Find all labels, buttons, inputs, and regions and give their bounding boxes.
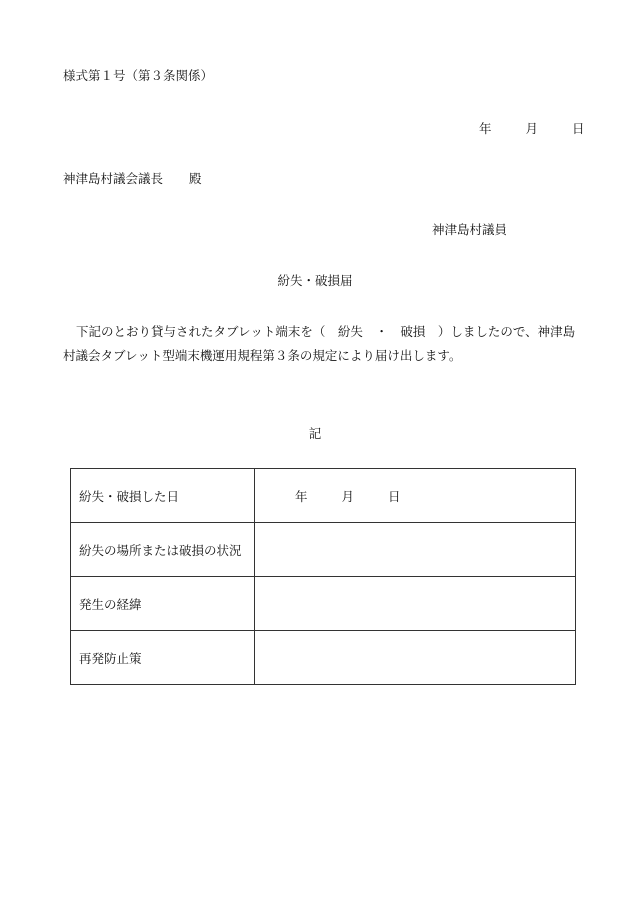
prevention-field[interactable] <box>255 631 576 685</box>
table-row <box>71 523 576 577</box>
section-heading: 記 <box>308 426 322 441</box>
row-label: 紛失の場所または破損の状況 <box>71 523 255 577</box>
row-label: 紛失・破損した日 <box>71 469 255 523</box>
table-row <box>71 469 576 523</box>
body-text: 下記のとおり貸与されたタブレット端末を（ 紛失 ・ 破損 ）しましたので、神津島村議会タブレット型端末機運用規程第３条の規定により届け出します。 <box>63 324 576 363</box>
sender-title: 神津島村議員 <box>432 222 508 237</box>
value-year: 年 <box>295 488 308 504</box>
table-row <box>71 631 576 685</box>
report-table <box>70 468 576 685</box>
addressee-name: 神津島村議会議長 <box>63 171 164 186</box>
date-day: 日 <box>571 121 585 136</box>
value-day: 日 <box>388 488 401 504</box>
document-title: 紛失・破損届 <box>277 273 353 288</box>
date-month: 月 <box>525 121 538 136</box>
value-month: 月 <box>341 488 355 504</box>
body-paragraph <box>63 320 578 368</box>
table-row <box>71 577 576 631</box>
date-value-field[interactable] <box>255 469 576 523</box>
submission-date <box>479 119 584 137</box>
addressee-honorific: 殿 <box>189 171 202 186</box>
row-label: 発生の経緯 <box>71 577 255 631</box>
circumstances-field[interactable] <box>255 577 576 631</box>
row-label: 再発防止策 <box>71 631 255 685</box>
location-status-field[interactable] <box>255 523 576 577</box>
addressee <box>63 169 202 187</box>
date-year: 年 <box>479 121 492 136</box>
form-number: 様式第１号（第３条関係） <box>63 68 214 83</box>
